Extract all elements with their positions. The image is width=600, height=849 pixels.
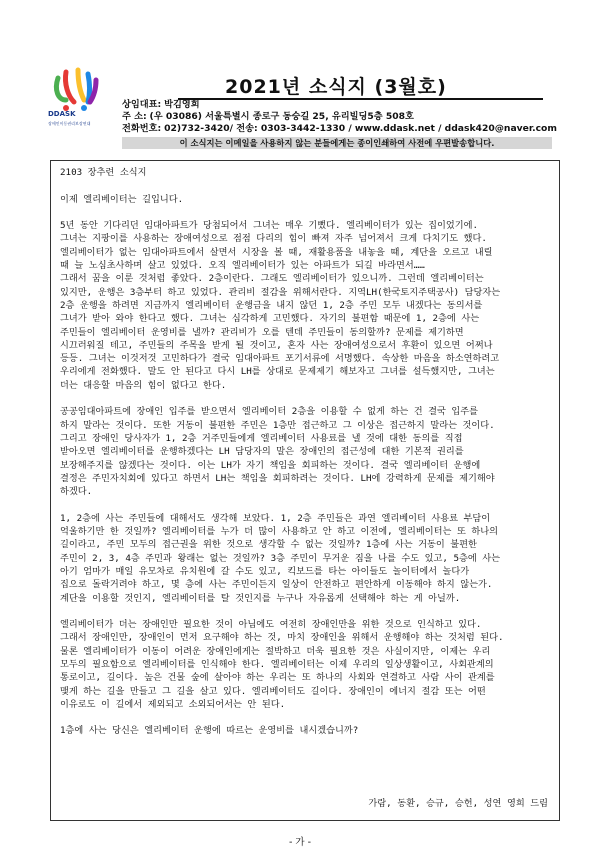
article-line: 이유로도 이 길에서 제외되고 소외되어서는 안 된다. bbox=[60, 698, 286, 710]
title-underline bbox=[178, 98, 543, 100]
address-value: (우 03086) 서울특별시 종로구 동숭길 25, 유리빌딩5층 508호 bbox=[149, 111, 414, 122]
article-line: 그녀가 받아 와야 한다고 했다. 그녀는 심각하게 고민했다. 자기의 불편함 때문에 1, 2층에 사는 bbox=[60, 313, 480, 325]
contact-value: 02)732-3420/ 전송: 0303-3442-1330 / www.ddask.net / ddask420@naver.com bbox=[164, 123, 557, 134]
phone-label: 전화번호: bbox=[122, 123, 162, 134]
article-line: 억울하기만 한 것일까? 엘리베이터를 누가 더 많이 사용하고 안 하고 이전에, 엘리베이터는 또 하나의 bbox=[60, 526, 498, 538]
article-line: 때 늘 노심초사하며 살고 있었다. 오직 엘리베이터가 있는 아파트가 되길 바라면서…… bbox=[60, 260, 425, 272]
article-paragraph bbox=[60, 618, 554, 711]
contact-line bbox=[122, 123, 557, 135]
article-line: 엘리베이터가 더는 장애인만 필요한 것이 아님에도 여전히 장애인만을 위한 것으로 인식하고 있다. bbox=[60, 619, 482, 631]
article-paragraph bbox=[60, 219, 554, 392]
article-line: 모두의 필요함으로 엘리베이터를 인식해야 한다. 엘리베이터는 이제 우리의 일상생활이고, 사회관계의 bbox=[60, 658, 494, 670]
address-label: 주 소: bbox=[122, 111, 147, 122]
logo-text: DDASK bbox=[48, 110, 76, 118]
page-number: - 가 - bbox=[288, 837, 312, 848]
article-line: 물론 엘리베이터가 이동이 어려운 장애인에게는 절박하고 더욱 필요한 것은 사실이지만, 이제는 우리 bbox=[60, 645, 491, 657]
article-line: 보장해주지를 않겠다는 것이다. 이는 LH가 자기 책임을 회피하는 것이다. 결국 엘리베이터 운행에 bbox=[60, 459, 481, 471]
article-line: 주민들이 엘리베이터 운영비를 낼까? 관리비가 오를 텐데 주민들이 동의할까? 문제를 제기하면 bbox=[60, 326, 464, 338]
mailing-notice: 이 소식지는 이메일을 사용하지 않는 분들에게는 종이인쇄하여 사전에 우편발송합니다. bbox=[122, 137, 552, 149]
article-body bbox=[60, 166, 554, 751]
article-paragraph bbox=[60, 724, 554, 737]
logo-subtext: 장애인이동권리보장연대 bbox=[48, 121, 91, 126]
article-line: 1층에 사는 당신은 엘리베이터 운행에 따르는 운영비를 내시겠습니까? bbox=[60, 725, 359, 737]
organization-logo bbox=[44, 64, 116, 134]
article-line: 우리에게 전화했다. 말도 안 된다고 다시 LH를 상대로 문제제기 해보자고 그녀를 설득했지만, 그녀는 bbox=[60, 366, 495, 378]
article-line: 있지만, 운행은 3층부터 하고 있었다. 관리비 절감을 위해서란다. 지역LH(한국토지주택공사) 담당자는 bbox=[60, 286, 501, 298]
representative-line bbox=[122, 99, 200, 111]
article-line: 아기 엄마가 매일 유모차로 유치원에 갈 수도 있고, 킥보드를 타는 아이들도 놀이터에서 놀다가 bbox=[60, 565, 470, 577]
article-line: 맺게 하는 길을 만들고 그 길을 살고 있다. 엘리베이터도 길이다. 장애인이 에너지 절감 또는 어떤 bbox=[60, 685, 486, 697]
article-paragraph bbox=[60, 405, 554, 498]
article-heading: 이제 엘리베이터는 길입니다. bbox=[60, 193, 184, 205]
article-signature: 가람, 동환, 승규, 승헌, 성연 영희 드림 bbox=[368, 798, 548, 809]
article-line: 2층 운행을 하려면 지금까지 엘리베이터 운행금을 내지 않던 1, 2층 주민 모두 내겠다는 동의서를 bbox=[60, 299, 483, 311]
article-tag: 2103 장추련 소식지 bbox=[60, 167, 147, 178]
newsletter-title: 2021년 소식지 (3월호) bbox=[225, 76, 447, 98]
article-line: 그래서 꿈을 이룬 것처럼 좋았다. 2층이란다. 그래도 엘리베이터가 있으니까. 그런데 엘리베이터는 bbox=[60, 273, 484, 285]
article-line: 그래서 장애인만, 장애인이 먼저 요구해야 하는 것, 마치 장애인을 위해서 운행해야 하는 것처럼 된다. bbox=[60, 632, 504, 644]
article-line: 더는 대응할 마음의 힘이 없다고 한다. bbox=[60, 379, 227, 391]
article-line: 계단을 이용할 것인지, 엘리베이터를 탈 것인지를 누구나 자유롭게 선택해야 하는 게 아닐까. bbox=[60, 592, 461, 604]
article-line: 공공임대아파트에 장애인 입주를 받으면서 엘리베이터 2층을 이용할 수 없게 하는 건 결국 입주를 bbox=[60, 406, 479, 418]
article-line: 주민이 2, 3, 4층 주민과 왕래는 없는 것일까? 3층 주민이 무거운 짐을 나를 수도 있고, 5층에 사는 bbox=[60, 552, 501, 564]
article-line: 엘리베이터가 없는 임대아파트에서 살면서 시장을 볼 때, 재활용품을 내놓을 때, 계단을 오르고 내릴 bbox=[60, 246, 493, 258]
article-line: 시끄러워질 테고, 주민들의 주목을 받게 될 것이고, 혼자 사는 장애여성으로서 후환이 있으면 어쩌나 bbox=[60, 339, 493, 351]
rep-label: 상임대표: bbox=[122, 99, 162, 110]
article-line: 받아오면 엘리베이터를 운행하겠다는 LH 담당자의 말은 장애인의 접근성에 대한 기본적 권리를 bbox=[60, 446, 464, 458]
article-line: 5년 동안 기다리던 임대아파트가 당첨되어서 그녀는 매우 기뻤다. 엘리베이터가 있는 집이었기에. bbox=[60, 220, 479, 232]
address-line bbox=[122, 111, 414, 123]
article-line: 통로이고, 길이다. 높은 건물 숲에 살아야 하는 우리는 또 하나의 사회와 연결하고 사람 사이 관계를 bbox=[60, 672, 495, 684]
article-line: 1, 2층에 사는 주민들에 대해서도 생각해 보았다. 1, 2층 주민들은 과연 엘리베이터 사용료 부담이 bbox=[60, 512, 491, 524]
article-line: 길이라고, 주민 모두의 접근권을 위한 것으로 생각할 수 없는 것일까? 1층에 사는 거동이 불편한 bbox=[60, 539, 477, 551]
article-line: 등등. 그녀는 이것저것 고민하다가 결국 임대아파트 포기서류에 서명했다. 속상한 마음을 하소연하려고 bbox=[60, 353, 500, 365]
article-line: 하지 말라는 것이다. 또한 거동이 불편한 주민은 1층만 접근하고 그 이상은 접근하지 말라는 것이다. bbox=[60, 419, 495, 431]
article-line: 하겠다. bbox=[60, 486, 93, 498]
article-paragraph bbox=[60, 512, 554, 605]
rep-name: 박김영희 bbox=[164, 99, 200, 110]
article-line: 그녀는 지팡이를 사용하는 장애여성으로 점점 다리의 힘이 빠져 자주 넘어져서 크게 다치기도 했다. bbox=[60, 233, 487, 245]
article-line: 그리고 장애인 당사자가 1, 2층 거주민들에게 엘리베이터 사용료를 낼 것에 대한 동의를 직접 bbox=[60, 432, 463, 444]
article-line: 결정은 주민자치회에 있다고 하면서 LH는 책임을 회피하려는 것이다. LH에 강력하게 문제를 제기해야 bbox=[60, 472, 495, 484]
article-line: 집으로 돌락거려야 하고, 몇 층에 사는 주민이든지 일상이 안전하고 편안하게 이동해야 하지 않는가. bbox=[60, 579, 493, 591]
